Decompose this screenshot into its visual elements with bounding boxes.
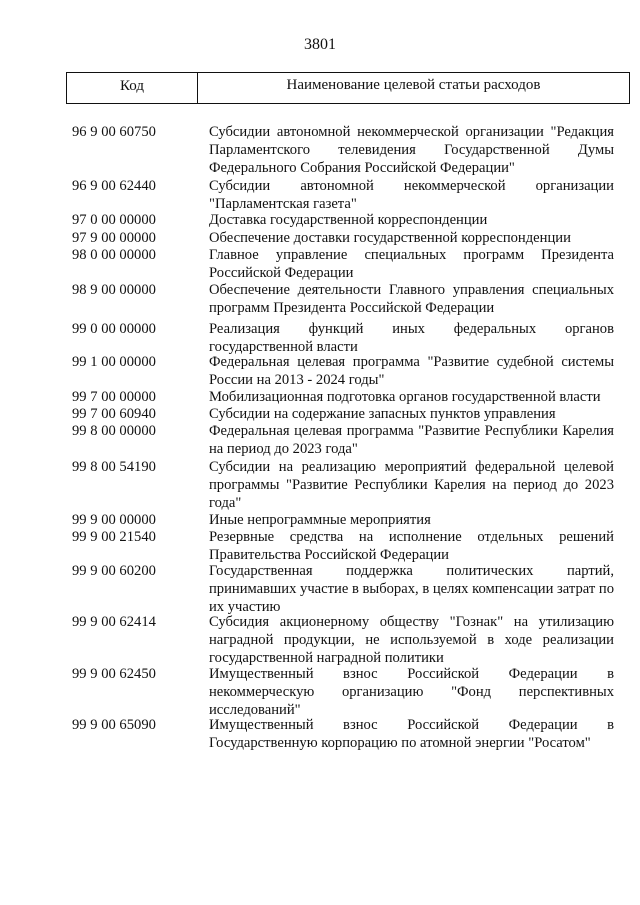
page-number: 3801 [304, 36, 336, 53]
row-name: Субсидии на содержание запасных пунктов управления [209, 406, 556, 422]
row-code: 99 7 00 60940 [72, 406, 156, 422]
row-code: 99 7 00 00000 [72, 389, 156, 405]
row-name: Резервные средства на исполнение отдельных решений Правительства Российской Федерации [209, 529, 614, 563]
row-code: 97 9 00 00000 [72, 230, 156, 246]
row-code: 96 9 00 60750 [72, 124, 156, 140]
row-name: Мобилизационная подготовка органов государственной власти [209, 389, 601, 405]
row-code: 99 0 00 00000 [72, 321, 156, 337]
row-name: Субсидии автономной некоммерческой организации "Редакция Парламентского телевидения Государственной Думы Федерального Собрания Российской Федерации" [209, 124, 614, 176]
row-name: Обеспечение деятельности Главного управления специальных программ Президента Российской Федерации [209, 282, 614, 316]
header-name: Наименование целевой статьи расходов [286, 77, 541, 93]
row-name: Федеральная целевая программа "Развитие судебной системы России на 2013 - 2024 годы" [209, 354, 614, 388]
row-code: 99 8 00 54190 [72, 459, 156, 475]
row-code: 99 9 00 00000 [72, 512, 156, 528]
row-name: Государственная поддержка политических партий, принимавших участие в выборах, в целях компенсации затрат по их участию [209, 563, 614, 615]
row-code: 99 9 00 62414 [72, 614, 156, 630]
row-name: Федеральная целевая программа "Развитие Республики Карелия на период до 2023 года" [209, 423, 614, 457]
row-name: Главное управление специальных программ Президента Российской Федерации [209, 247, 614, 281]
row-code: 99 9 00 60200 [72, 563, 156, 579]
row-name: Обеспечение доставки государственной корреспонденции [209, 230, 571, 246]
table-header [66, 72, 630, 104]
row-code: 98 9 00 00000 [72, 282, 156, 298]
row-code: 99 9 00 65090 [72, 717, 156, 733]
header-code: Код [67, 73, 198, 103]
row-name: Имущественный взнос Российской Федерации в Государственную корпорацию по атомной энергии "Росатом" [209, 717, 614, 751]
row-name: Иные непрограммные мероприятия [209, 512, 431, 528]
row-code: 98 0 00 00000 [72, 247, 156, 263]
row-name: Субсидии на реализацию мероприятий федеральной целевой программы "Развитие Республики Карелия на период до 2023 года" [209, 459, 614, 511]
row-name: Субсидия акционерному обществу "Гознак" на утилизацию наградной продукции, не используемой в ходе реализации государственной наградной политики [209, 614, 614, 666]
row-code: 99 1 00 00000 [72, 354, 156, 370]
row-name: Доставка государственной корреспонденции [209, 212, 488, 228]
row-code: 99 9 00 21540 [72, 529, 156, 545]
row-name: Имущественный взнос Российской Федерации в некоммерческую организацию "Фонд перспективных исследований" [209, 666, 614, 718]
row-name: Субсидии автономной некоммерческой организации "Парламентская газета" [209, 178, 614, 212]
row-code: 97 0 00 00000 [72, 212, 156, 228]
row-code: 99 8 00 00000 [72, 423, 156, 439]
row-code: 99 9 00 62450 [72, 666, 156, 682]
row-name: Реализация функций иных федеральных органов государственной власти [209, 321, 614, 355]
row-code: 96 9 00 62440 [72, 178, 156, 194]
